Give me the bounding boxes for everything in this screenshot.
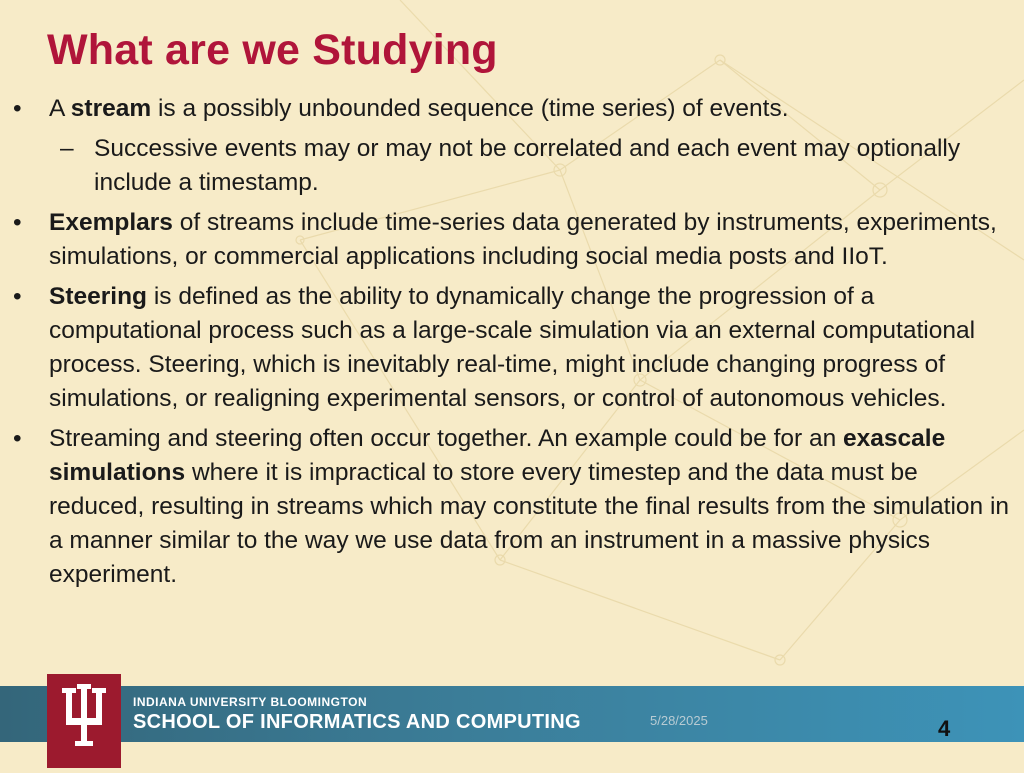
slide-title: What are we Studying <box>47 26 498 74</box>
bullet-streaming-steering <box>0 422 1024 592</box>
bullet-text-pre: Streaming and steering often occur together. An example could be for an <box>49 425 844 452</box>
footer-university: INDIANA UNIVERSITY BLOOMINGTON <box>133 695 368 709</box>
iu-trident-logo-icon <box>47 674 121 768</box>
bullet-marker: • <box>13 95 22 122</box>
sub-bullet-successive-events <box>0 132 1024 200</box>
footer-school: SCHOOL OF INFORMATICS AND COMPUTING <box>133 711 581 733</box>
slide-footer <box>0 686 1024 768</box>
bullet-text-post: where it is impractical to store every timestep and the data must be reduced, resulting in streams which may constitute the final results from the simulation in a manner similar to the way we use data from an instrument in a massive physics experiment. <box>49 459 1010 588</box>
page-number: 4 <box>938 716 951 741</box>
slide-content <box>0 92 1024 598</box>
bullet-steering <box>0 280 1024 416</box>
sub-bullet-marker: – <box>60 135 74 162</box>
bullet-text-post: is a possibly unbounded sequence (time series) of events. <box>151 95 789 122</box>
sub-bullet-text: Successive events may or may not be correlated and each event may optionally include a timestamp. <box>94 135 961 196</box>
bullet-exemplars <box>0 206 1024 274</box>
bullet-text-post: is defined as the ability to dynamically change the progression of a computational process such as a large-scale simulation via an external computational process. Steering, which is inevitably real-time, might include changing progress of simulations, or realigning experimental sensors, or control of autonomous vehicles. <box>49 283 976 412</box>
bullet-text-pre: A <box>49 95 71 122</box>
footer-date: 5/28/2025 <box>650 713 708 728</box>
bullet-term-stream: stream <box>70 95 152 122</box>
bullet-term-steering: Steering <box>49 283 148 310</box>
bullet-text-post: of streams include time-series data generated by instruments, experiments, simulations, or commercial applications including social media posts and IIoT. <box>49 209 997 270</box>
bullet-marker: • <box>13 209 22 236</box>
bullet-stream <box>0 92 1024 126</box>
bullet-term-exascale: exascale simulations <box>49 425 946 486</box>
bullet-term-exemplars: Exemplars <box>49 209 173 236</box>
bullet-marker: • <box>13 283 22 310</box>
bullet-marker: • <box>13 425 22 452</box>
